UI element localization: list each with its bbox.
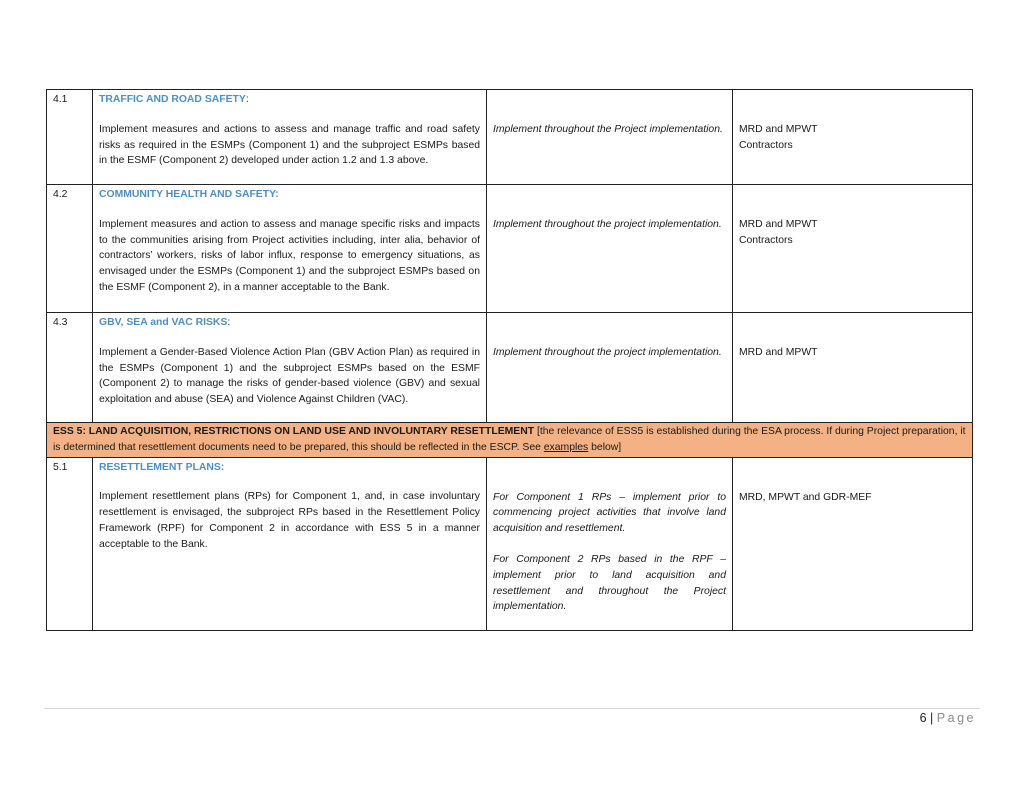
- row-number: 4.2: [47, 185, 93, 313]
- row-heading: COMMUNITY HEALTH AND SAFETY:: [99, 189, 279, 200]
- responsibility-cell: [733, 313, 973, 423]
- row-description: Implement measures and actions to assess and manage traffic and road safety risks as required in the ESMPs (Component 1) and the subproject ESMPs based in the ESMF (Component 2) developed under action 1.2 and 1.3 above.: [99, 123, 480, 167]
- responsibility-cell: [733, 457, 973, 630]
- ess5-header-row: [47, 423, 973, 458]
- responsibility-text: MRD, MPWT and GDR-MEF: [739, 491, 872, 503]
- action-cell: [93, 457, 487, 630]
- row-description: Implement a Gender-Based Violence Action Plan (GBV Action Plan) as required in the ESMPs (Component 1) and the subproject ESMPs based on the ESMF (Component 2) to manage the risks of gender-based violence (GBV) and sexual exploitation and abuse (SEA) and Violence Against Children (VAC).: [99, 346, 480, 406]
- responsibility-text: MRD and MPWT Contractors: [739, 219, 818, 246]
- row-heading: RESETTLEMENT PLANS:: [99, 461, 225, 473]
- timeframe-cell: [487, 90, 733, 185]
- table-row: [47, 185, 973, 313]
- responsibility-cell: [733, 90, 973, 185]
- table-row: [47, 90, 973, 185]
- timeframe-cell: [487, 313, 733, 423]
- page-label: Page: [936, 711, 976, 725]
- timeframe-text: For Component 1 RPs – implement prior to commencing project activities that involve land acquisition and resettlement.: [493, 491, 726, 535]
- page-number: 6: [919, 711, 928, 725]
- row-number: 4.1: [47, 90, 93, 185]
- row-heading: TRAFFIC AND ROAD SAFETY:: [99, 94, 249, 105]
- action-cell: [93, 313, 487, 423]
- row-number: 4.3: [47, 313, 93, 423]
- responsibility-cell: [733, 185, 973, 313]
- action-cell: [93, 185, 487, 313]
- table-row: [47, 457, 973, 630]
- timeframe-text: Implement throughout the project implementation.: [493, 347, 722, 358]
- table-row: [47, 313, 973, 423]
- timeframe-cell: [487, 185, 733, 313]
- timeframe-text: Implement throughout the Project implementation.: [493, 124, 723, 135]
- row-description: Implement resettlement plans (RPs) for Component 1, and, in case involuntary resettlement is envisaged, the subproject RPs based in the Resettlement Policy Framework (RPF) for Component 2 in accordance with ESS 5 in a manner acceptable to the Bank.: [99, 491, 480, 550]
- row-number: 5.1: [47, 457, 93, 630]
- responsibility-text: MRD and MPWT: [739, 347, 818, 358]
- footer-separator: |: [930, 711, 934, 725]
- escp-table: [46, 89, 973, 631]
- ess5-header-cell: [47, 423, 973, 458]
- responsibility-text: MRD and MPWT Contractors: [739, 124, 818, 151]
- ess5-note: [the relevance of ESS5 is established during the ESA process. If during Project preparation, it is determined that resettlement documents need to be prepared, this should be reflected in the ESCP. See: [53, 426, 966, 453]
- action-cell: [93, 90, 487, 185]
- footer-divider: [44, 708, 980, 709]
- page-footer: [920, 711, 976, 725]
- timeframe-cell: [487, 457, 733, 630]
- row-heading: GBV, SEA and VAC RISKS:: [99, 317, 231, 328]
- timeframe-text: Implement throughout the project implementation.: [493, 219, 722, 230]
- ess5-note-end: below]: [588, 441, 622, 453]
- ess5-title: ESS 5: LAND ACQUISITION, RESTRICTIONS ON LAND USE AND INVOLUNTARY RESETTLEMENT: [53, 426, 535, 437]
- row-description: Implement measures and action to assess and manage specific risks and impacts to the communities arising from Project activities including, inter alia, behavior of contractors’ workers, risks of labor influx, response to emergency situations, as envisaged under the ESMPs (Component 1) and the subproject ESMPs based on the ESMF (Component 2), in a manner acceptable to the Bank.: [99, 218, 480, 293]
- examples-link[interactable]: examples: [543, 441, 589, 453]
- timeframe-text: For Component 2 RPs based in the RPF – implement prior to land acquisition and resettlement and throughout the Project implementation.: [493, 553, 726, 613]
